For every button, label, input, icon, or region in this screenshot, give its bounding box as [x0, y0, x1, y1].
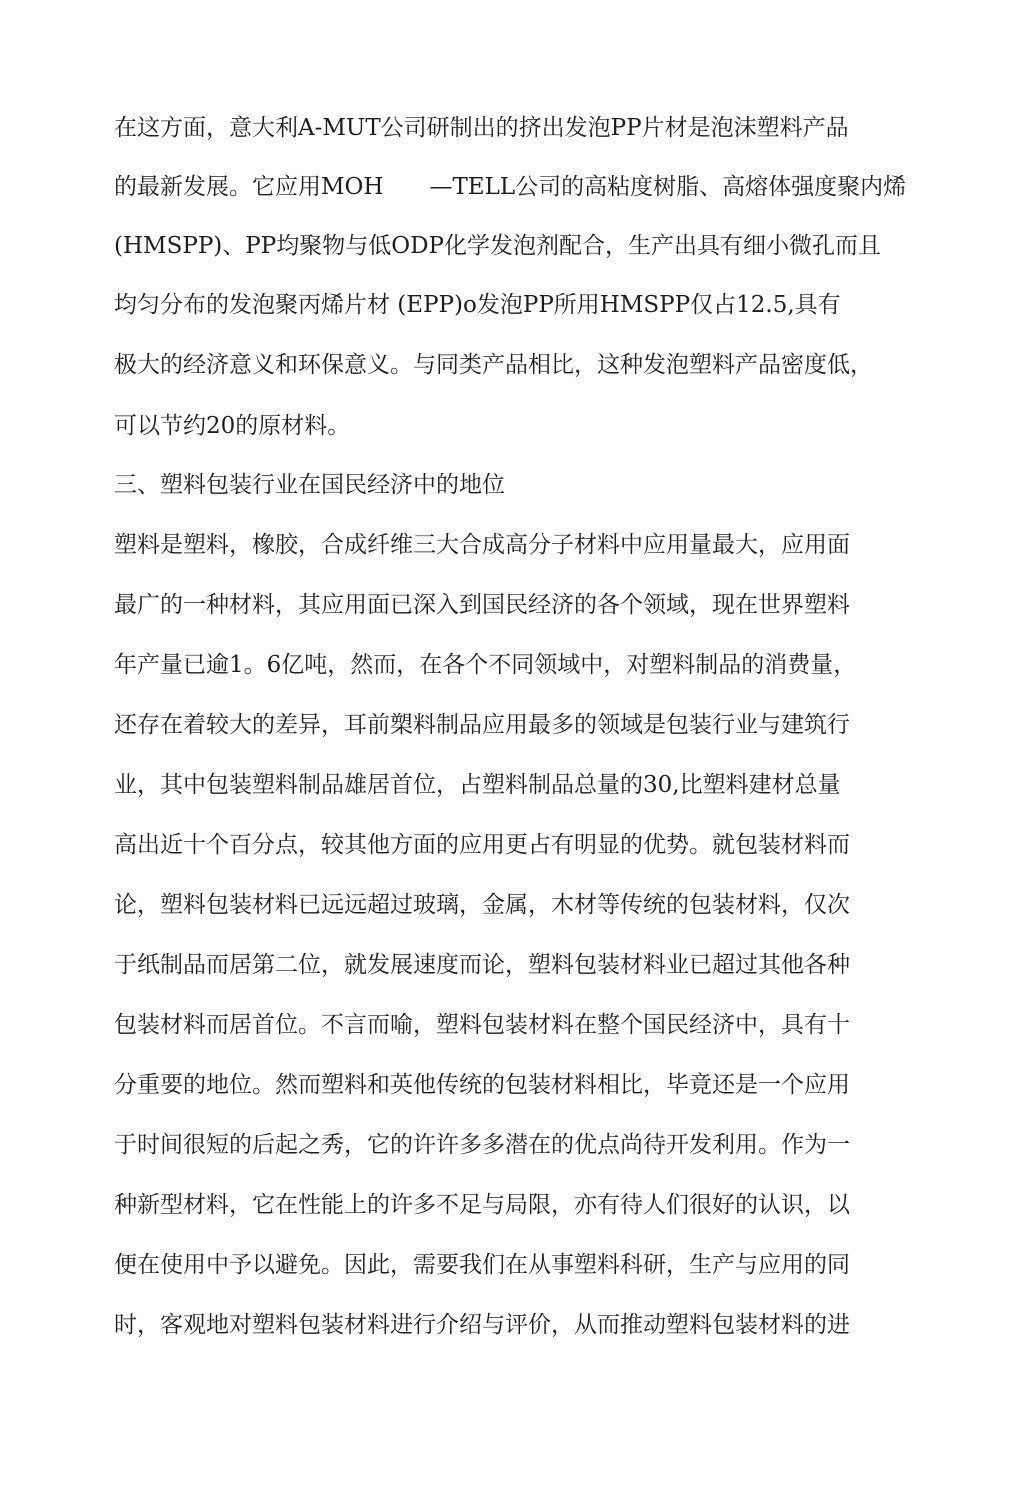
- text-line: 便在使用中予以避免。因此，需要我们在从事塑料科研，生产与应用的同: [114, 1252, 850, 1278]
- text-line: 业，其中包装塑料制品雄居首位，占塑料制品总量的30,比塑料建材总量: [114, 772, 841, 798]
- text-line: 包装材料而居首位。不言而喻，塑料包装材料在整个国民经济中，具有十: [114, 1012, 850, 1038]
- text-line: 于时间很短的后起之秀，它的许许多多潜在的优点尚待开发利用。作为一: [114, 1132, 850, 1158]
- text-line: 极大的经济意义和环保意义。与同类产品相比，这种发泡塑料产品密度低，: [114, 352, 873, 378]
- text-line: 于纸制品而居第二位，就发展速度而论，塑料包装材料业已超过其他各种: [114, 952, 850, 978]
- text-line: 分重要的地位。然而塑料和英他传统的包装材料相比，毕竟还是一个应用: [114, 1072, 850, 1098]
- text-line: 在这方面，意大利A-MUT公司研制出的挤出发泡PP片材是泡沫塑料产品: [114, 115, 849, 141]
- text-line: 年产量已逾1。6亿吨，然而，在各个不同领域中，对塑料制品的消费量，: [114, 652, 857, 678]
- text-line: 可以节约20的原材料。: [114, 413, 351, 439]
- text-line: (HMSPP)、PP均聚物与低ODP化学发泡剂配合，生产出具有细小微孔而且: [114, 233, 881, 259]
- text-line: 高出近十个百分点，较其他方面的应用更占有明显的优势。就包装材料而: [114, 832, 850, 858]
- text-line: 时，客观地对塑料包装材料进行介绍与评价，从而推动塑料包装材料的进: [114, 1312, 850, 1338]
- text-line: 还存在着较大的差异，耳前槊料制品应用最多的领域是包装行业与建筑行: [114, 712, 850, 738]
- text-line: 均匀分布的发泡聚丙烯片材 (EPP)o发泡PP所用HMSPP仅占12.5,具有: [114, 292, 841, 318]
- text-line: 论，塑料包装材料已远远超过玻璃，金属，木材等传统的包装材料，仅次: [114, 892, 850, 918]
- text-line: 塑料是塑料，橡胶，合成纤维三大合成高分子材料中应用量最大，应用面: [114, 532, 850, 558]
- text-line: 种新型材料，它在性能上的许多不足与局限，亦有待人们很好的认识，以: [114, 1192, 850, 1218]
- text-line: 的最新发展。它应用MOH —TELL公司的高粘度树脂、高熔体强度聚内烯: [114, 174, 907, 200]
- text-line: 最广的一种材料，其应用面已深入到国民经济的各个领域，现在世界塑料: [114, 592, 850, 618]
- section-heading: 三、塑料包装行业在国民经济中的地位: [114, 472, 505, 498]
